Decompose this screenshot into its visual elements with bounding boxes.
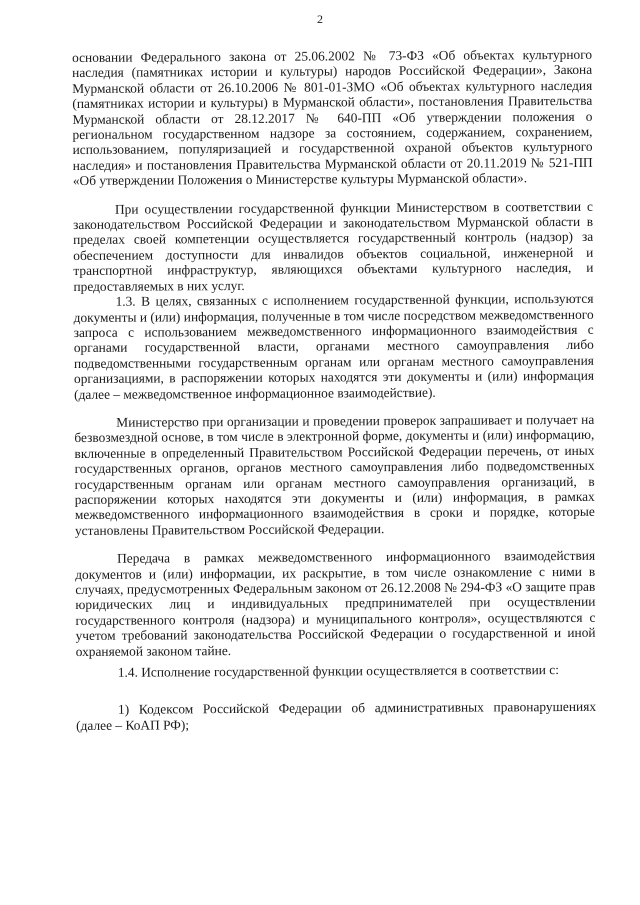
paragraph-legal-basis: основании Федерального закона от 25.06.2002 № 73-ФЗ «Об объектах культурного наследия (памятниках истории и культуры) народов Российской Федерации», Закона Мурманской области от 26.10.2006 № 801-01-ЗМО «Об объектах культурного наследия (памятниках истории и культуры) в Мурманской области», постановления Правительства Мурманской области от 28.12.2017 № 640-ПП «Об утверждении положения о региональном государственном надзоре за состоянием, содержанием, сохранением, использованием, популяризацией и государственной охраной объектов культурного наследия» и постановления Правительства Мурманской области от 20.11.2019 № 521-ПП «Об утверждении Положения о Министерстве культуры Мурманской области». [72,46,593,189]
page-number: 2 [317,12,323,26]
paragraph-1-3: 1.3. В целях, связанных с исполнением государственной функции, используются документы и (или) информация, полученные в том числе посредством межведомственного запроса с использованием межведомственного информационного взаимодействия с органами государственной власти, органами местного самоуправления либо подведомственными государственным органам или органам местного самоуправления организациями, в распоряжении которых находятся эти документы и (или) информация (далее – межведомственное информационное взаимодействие). [73,290,595,402]
document-body [72,47,596,733]
list-item-1: 1) Кодексом Российской Федерации об административных правонарушениях (далее – КоАП РФ); [76,699,597,733]
paragraph-ministry-requests: Министерство при организации и проведении проверок запрашивает и получает на безвозмездной основе, в том числе в электронной форме, документы и (или) информацию, включенные в определенный Правительством Российской Федерации перечень, от иных государственных органов, органов местного самоуправления либо подведомственных государственным органам или органам местного самоуправления организаций, в распоряжении которых находятся эти документы и (или) информация, в рамках межведомственного информационного взаимодействия в сроки и порядке, которые установлены Правительством Российской Федерации. [74,411,595,538]
paragraph-1-4: 1.4. Исполнение государственной функции осуществляется в соответствии с: [117,662,559,680]
paragraph-information-transfer: Передача в рамках межведомственного информационного взаимодействия документов и (или) информации, их раскрытие, в том числе ознакомление с ними в случаях, предусмотренных Федеральным законом от 26.12.2008 № 294-ФЗ «О защите прав юридических лиц и индивидуальных предпринимателей при осуществлении государственного контроля (надзора) и муниципального контроля», осуществляются с учетом требований законодательства Российской Федерации о государственной и иной охраняемой законом тайне. [75,548,596,659]
paragraph-accessibility-control: При осуществлении государственной функции Министерством в соответствии с законодательством Российской Федерации и законодательством Мурманской области в пределах своей компетенции осуществляется государственный контроль (надзор) за обеспечением доступности для инвалидов объектов социальной, инженерной и транспортной инфраструктур, являющихся объектами культурного наследия, и предоставляемых в них услуг. [73,198,594,294]
